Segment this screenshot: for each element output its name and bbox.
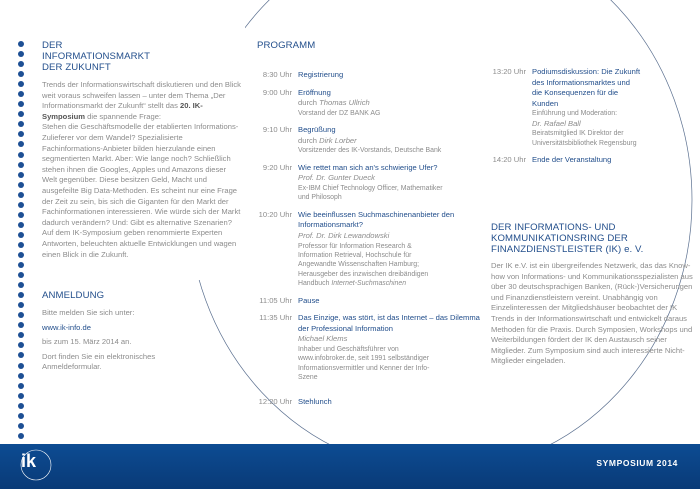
program-title: Stehlunch bbox=[298, 396, 332, 406]
dot bbox=[18, 413, 24, 419]
program-time: 13:20 Uhr bbox=[492, 67, 526, 76]
program-info bbox=[298, 146, 487, 155]
speaker-name: Prof. Dr. Gunter Dueck bbox=[298, 173, 375, 183]
program-details bbox=[298, 125, 487, 156]
svg-text:ik: ik bbox=[21, 451, 37, 471]
intro-section bbox=[42, 40, 242, 373]
speaker-name: Dirk Lorber bbox=[319, 135, 357, 145]
dot bbox=[18, 403, 24, 409]
program-title: Eröffnung bbox=[298, 87, 331, 97]
program-title: Wie beeinflussen Suchmaschinenanbieter den Informationsmarkt? bbox=[298, 209, 455, 230]
dot bbox=[18, 272, 24, 278]
dot bbox=[18, 282, 24, 288]
dot bbox=[18, 91, 24, 97]
program-title: Podiumsdiskussion: Die Zukunft des Informationsmarktes und die Konsequenzen für die Kunden bbox=[532, 67, 641, 108]
dot bbox=[18, 172, 24, 178]
dot bbox=[18, 252, 24, 258]
intro-bold: 20. IK-Symposium bbox=[42, 101, 203, 121]
program-item bbox=[257, 296, 487, 307]
speaker-info: Vorstand der DZ BANK AG bbox=[298, 109, 381, 117]
registration-link[interactable]: www.ik-info.de bbox=[42, 322, 91, 332]
program-info bbox=[298, 184, 448, 203]
dot bbox=[18, 352, 24, 358]
program-title: Pause bbox=[298, 295, 320, 305]
dot bbox=[18, 81, 24, 87]
dot bbox=[18, 131, 24, 137]
ik-logo bbox=[16, 445, 56, 485]
program-info bbox=[298, 345, 448, 383]
dot bbox=[18, 302, 24, 308]
speaker-info: Ex-IBM Chief Technology Officer, Mathematiker und Philosoph bbox=[298, 184, 443, 202]
dot bbox=[18, 373, 24, 379]
speaker-info: Beiratsmitglied IK Direktor der Universitätsbibliothek Regensburg bbox=[532, 130, 637, 147]
dot bbox=[18, 192, 24, 198]
program-section bbox=[257, 40, 487, 414]
program-item bbox=[491, 155, 696, 166]
program-time: 8:30 Uhr bbox=[262, 70, 292, 79]
ik-section bbox=[491, 222, 696, 367]
program-speaker bbox=[532, 119, 696, 130]
dot bbox=[18, 51, 24, 57]
program-time: 9:10 Uhr bbox=[262, 125, 292, 135]
registration-line1: Bitte melden Sie sich unter: bbox=[42, 308, 135, 318]
program-time: 10:20 Uhr bbox=[258, 209, 292, 219]
program-section-continued bbox=[491, 67, 696, 173]
registration-line2: bis zum 15. März 2014 an. bbox=[42, 337, 132, 347]
speaker-name: Prof. Dr. Dirk Lewandowski bbox=[298, 230, 390, 240]
program-time: 11:35 Uhr bbox=[259, 313, 292, 323]
program-time: 12:20 Uhr bbox=[258, 396, 292, 406]
program-item bbox=[257, 88, 487, 119]
program-details bbox=[298, 88, 487, 119]
dot bbox=[18, 61, 24, 67]
program-info bbox=[532, 129, 682, 148]
dot bbox=[18, 292, 24, 298]
speaker-name: Thomas Ullrich bbox=[319, 98, 370, 108]
dot bbox=[18, 393, 24, 399]
program-time: 9:00 Uhr bbox=[262, 87, 292, 97]
program-speaker bbox=[298, 98, 487, 109]
program-details bbox=[532, 67, 696, 148]
registration-heading: ANMELDUNG bbox=[42, 290, 105, 302]
program-title: Ende der Veranstaltung bbox=[532, 155, 612, 165]
registration-line3: Dort finden Sie ein elektronisches Anmeldeformular. bbox=[42, 351, 156, 372]
speaker-name: Dr. Rafael Ball bbox=[532, 118, 581, 128]
dot bbox=[18, 312, 24, 318]
program-title: Registrierung bbox=[298, 70, 344, 79]
program-speaker bbox=[298, 231, 487, 242]
program-by: durch bbox=[298, 98, 320, 108]
registration-section bbox=[42, 290, 242, 373]
program-item bbox=[257, 125, 487, 156]
dot bbox=[18, 152, 24, 158]
program-details bbox=[298, 70, 487, 81]
program-details bbox=[298, 313, 487, 382]
program-item bbox=[257, 163, 487, 203]
program-time: 11:05 Uhr bbox=[259, 295, 292, 305]
program-title: Wie rettet man sich an's schwierige Ufer? bbox=[298, 162, 438, 172]
intro-body: Stehen die Geschäftsmodelle der etablierten Informations-Zulieferer vor dem Wandel? Spezialisierte Fachinformations-Anbieter bilden hierzulande einen segmentierten Markt. Aber: Wie lange noch? Schließlich stehen ihnen die Googles, Apples und Amazons dieser Welt gegenüber. Diese besitzen Geld, Macht und ausgefeilte Big Data-Methoden. Es scheint nur eine Frage der Zeit zu sein, bis sich die Giganten für den Markt der Fachinformationen interessieren. Wie würde sich der Markt dadurch verändern? Und: Gibt es alternative Szenarien? Auf dem IK-Symposium geben renommierte Experten Antworten, beleuchten aktuelle Entwicklungen und wagen einen Blick in die Zukunft. bbox=[42, 122, 241, 259]
program-item bbox=[257, 70, 487, 81]
program-time: 9:20 Uhr bbox=[262, 162, 292, 172]
program-title: Begrüßung bbox=[298, 125, 336, 135]
dot bbox=[18, 342, 24, 348]
program-details bbox=[532, 155, 696, 166]
speaker-info: Professor für Information Research & Information Retrieval, Hochschule für Angewandte Wissenschaften Hamburg; Herausgeber des inzwischen dreibändigen Handbuch bbox=[298, 242, 429, 288]
dot bbox=[18, 322, 24, 328]
program-details bbox=[298, 296, 487, 307]
dot bbox=[18, 41, 24, 47]
intro-text bbox=[42, 80, 242, 122]
speaker-info-italic: Internet-Suchmaschinen bbox=[331, 280, 407, 288]
dot bbox=[18, 162, 24, 168]
program-details bbox=[298, 397, 487, 408]
dot bbox=[18, 111, 24, 117]
footer-band bbox=[0, 444, 700, 489]
program-title: Das Einzige, was stört, ist das Internet – das Dilemma der Professional Information bbox=[298, 313, 480, 333]
program-speaker bbox=[298, 173, 487, 184]
dot bbox=[18, 212, 24, 218]
dot bbox=[18, 121, 24, 127]
program-info bbox=[298, 242, 448, 289]
dot bbox=[18, 383, 24, 389]
program-pre: Einführung und Moderation: bbox=[532, 110, 618, 118]
speaker-name: Michael Klems bbox=[298, 334, 348, 344]
dot bbox=[18, 202, 24, 208]
program-details bbox=[298, 210, 487, 289]
dot bbox=[18, 101, 24, 107]
program-item bbox=[257, 210, 487, 289]
program-item bbox=[257, 397, 487, 408]
program-item bbox=[257, 313, 487, 382]
dot bbox=[18, 262, 24, 268]
program-info bbox=[298, 109, 487, 118]
program-time: 14:20 Uhr bbox=[492, 155, 526, 165]
dot bbox=[18, 332, 24, 338]
dot bbox=[18, 423, 24, 429]
intro-text-a: Trends der Informationswirtschaft diskutieren und den Blick weit voraus schweifen lassen – unter dem Thema „Der Informationsmarkt der Zukunft“ stellt das bbox=[42, 80, 241, 111]
program-by: durch bbox=[298, 135, 320, 145]
dot bbox=[18, 141, 24, 147]
dot bbox=[18, 232, 24, 238]
dot bbox=[18, 71, 24, 77]
program-heading: PROGRAMM bbox=[257, 40, 316, 51]
speaker-info: Vorsitzender des IK-Vorstands, Deutsche Bank bbox=[298, 147, 442, 155]
program-speaker bbox=[298, 136, 487, 147]
intro-heading: DER INFORMATIONSMARKT DER ZUKUNFT bbox=[42, 40, 150, 73]
dot-border bbox=[18, 41, 26, 443]
symposium-label: SYMPOSIUM 2014 bbox=[596, 458, 678, 468]
ik-heading: DER INFORMATIONS- UND KOMMUNIKATIONSRING DER FINANZDIENSTLEISTER (IK) e. V. bbox=[491, 222, 644, 255]
speaker-info: Inhaber und Geschäftsführer von www.infobroker.de, seit 1991 selbständiger Informationsvermittler und Kenner der Info-Szene bbox=[298, 345, 430, 382]
dot bbox=[18, 433, 24, 439]
program-speaker bbox=[298, 334, 487, 345]
dot bbox=[18, 242, 24, 248]
intro-text-b: die spannende Frage: bbox=[85, 111, 162, 121]
program-details bbox=[298, 163, 487, 203]
dot bbox=[18, 222, 24, 228]
dot bbox=[18, 363, 24, 369]
ik-body: Der IK e.V. ist ein übergreifendes Netzwerk, das das Know-how von Informations- und Kommunikationsspezialisten aus über 30 deutschsprachigen Banken, (Rück-)Versicherungen und Finanzdienstleistern vereint. Unabhängig von Einzelinteressen der Mitgliedshäuser beobachtet der IK Trends in der Informationswirtschaft und entwickelt daraus Methoden für die Praxis. Durch Symposien, Workshops und Weiterbildungen fördert der IK den Austausch seiner Mitglieder. Zum Symposium sind auch interessierte Nicht-Mitglieder eingeladen. bbox=[491, 261, 693, 366]
dot bbox=[18, 182, 24, 188]
program-item bbox=[491, 67, 696, 148]
